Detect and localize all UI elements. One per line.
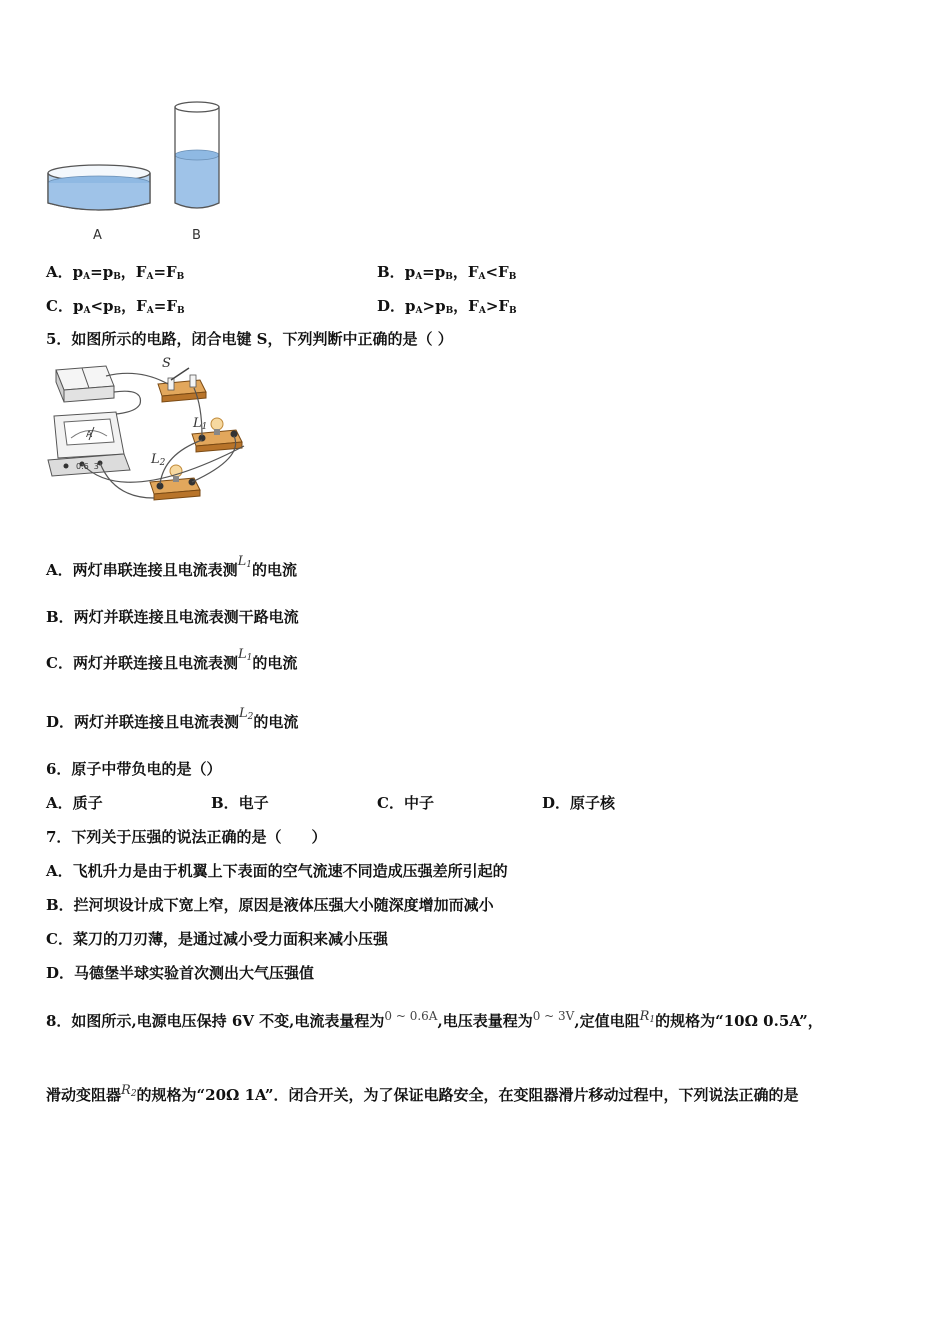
q8-ammeter-range: 0 ~ 0.6A <box>384 1009 438 1023</box>
circuit-switch-label: S <box>162 356 171 371</box>
q6-option-c: C．中子 <box>377 794 434 812</box>
q8-stem-line2: 滑动变阻器$R_2$的规格为“20Ω 1A”．闭合开关，为了保证电路安全，在变阻器滑片移动过程中，下列说法正确的是 <box>46 1083 799 1104</box>
q4-option-a: A．$p_A=p_B$，$F_A=F_B$ <box>46 263 185 282</box>
q5-option-c: C．两灯并联连接且电流表测$L_1$的电流 <box>46 647 298 672</box>
q8-stem-line1: 8．如图所示,电源电压保持 6V 不变,电流表量程为$^{0 \sim 0.6A}$,电压表量程为$^{0 \sim 3V}$,定值电阻$R_1$的规格为“10Ω 0.5A”， <box>46 1009 823 1030</box>
ammeter-label: A <box>86 430 93 440</box>
container-a-label: A <box>93 228 102 243</box>
q7-option-d: D．马德堡半球实验首次测出大气压强值 <box>46 964 315 982</box>
q5-option-d: D．两灯并联连接且电流表测$L_2$的电流 <box>46 706 299 731</box>
q7-option-b: B．拦河坝设计成下宽上窄，原因是液体压强大小随深度增加而减小 <box>46 896 494 914</box>
circuit-lamp2-label: $L_2$ <box>151 452 166 468</box>
q7-stem: 7．下列关于压强的说法正确的是（ ） <box>46 828 327 846</box>
q8-voltmeter-range: 0 ~ 3V <box>532 1009 575 1023</box>
container-b-label: B <box>192 228 201 243</box>
containers-figure <box>40 95 240 225</box>
q5-stem: 5．如图所示的电路，闭合电键 S，下列判断中正确的是（ ） <box>46 330 453 348</box>
q4-option-c: C．$p_A<p_B$，$F_A=F_B$ <box>46 297 185 316</box>
q6-option-d: D．原子核 <box>542 794 616 812</box>
q5-option-a: A．两灯串联连接且电流表测$L_1$的电流 <box>46 554 298 579</box>
q4-option-b: B．$p_A=p_B$，$F_A<F_B$ <box>377 263 517 282</box>
circuit-figure <box>44 358 254 513</box>
q6-option-a: A．质子 <box>46 794 103 812</box>
circuit-lamp1-label: $L_1$ <box>193 416 208 432</box>
q4-option-d: D．$p_A>p_B$，$F_A>F_B$ <box>377 297 517 316</box>
q6-stem: 6．原子中带负电的是（） <box>46 760 222 778</box>
q7-option-a: A．飞机升力是由于机翼上下表面的空气流速不同造成压强差所引起的 <box>46 862 508 880</box>
ammeter-scale: 0.6 3 <box>76 462 99 471</box>
q6-option-b: B．电子 <box>211 794 269 812</box>
q7-option-c: C．菜刀的刀刃薄，是通过减小受力面积来减小压强 <box>46 930 388 948</box>
q5-option-b: B．两灯并联连接且电流表测干路电流 <box>46 608 299 626</box>
